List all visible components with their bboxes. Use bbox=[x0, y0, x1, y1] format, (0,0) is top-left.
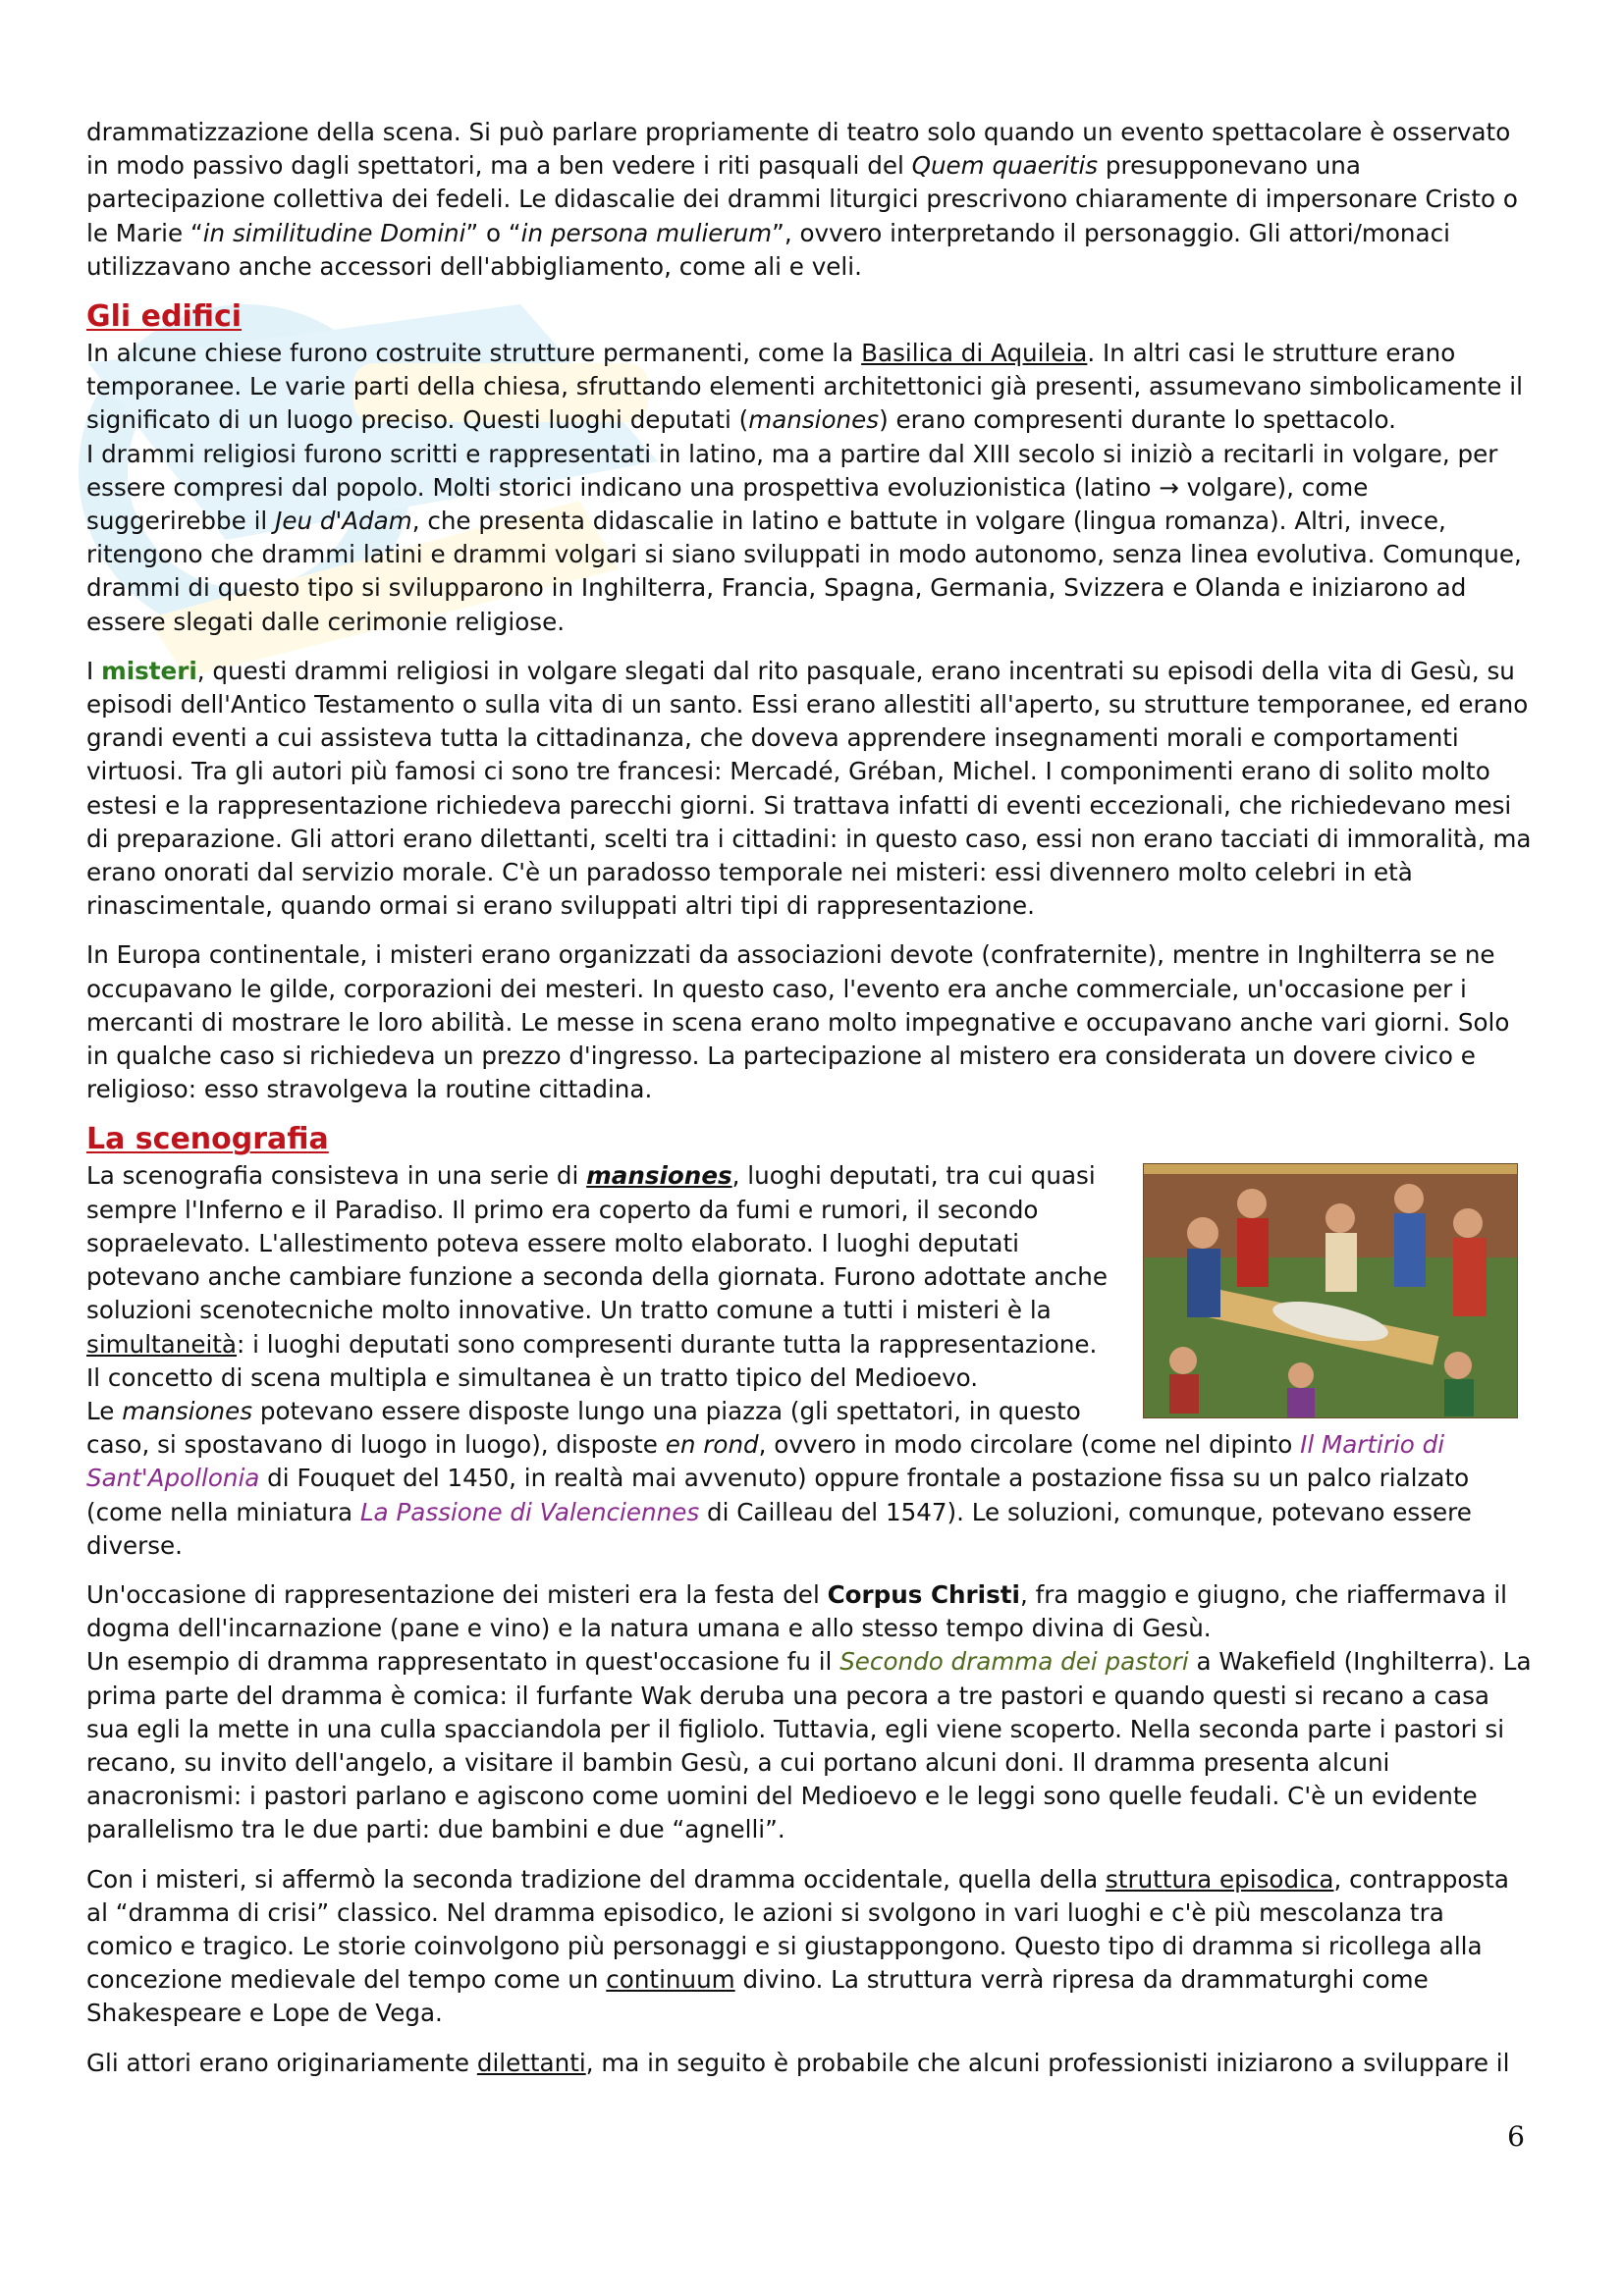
europa-paragraph: In Europa continentale, i misteri erano organizzati da associazioni devote (confraternite), mentre in Inghilterra se ne occupavano le gilde, corporazioni dei mesteri. In questo caso, l'evento era anche commerciale, un'occasione per i mercanti di mostrare le loro abilità. Le messe in scena erano molto impegnative e occupavano anche vari giorni. Solo in qualche caso si richiedeva un prezzo d'ingresso. La partecipazione al mistero era considerata un dovere civico e religioso: esso stravolgeva la routine cittadina. bbox=[86, 940, 1510, 1104]
page-number: 6 bbox=[1507, 2120, 1525, 2153]
link-simultaneita[interactable]: simultaneità bbox=[86, 1329, 238, 1359]
edifici-paragraph-2: I drammi religiosi furono scritti e rappresentati in latino, ma a partire dal XIII secolo si iniziò a recitarli in volgare, per essere compresi dal popolo. Molti storici indicano una prospettiva evoluzionistica (latino → volgare), come suggerirebbe il Jeu d'Adam, che presenta didascalie in latino e battute in volgare (lingua romanza). Altri, invece, ritengono che drammi latini e drammi volgari si siano sviluppati in modo autonomo, senza linea evolutiva. Comunque, drammi di questo tipo si svilupparono in Inghilterra, Francia, Spagna, Germania, Svizzera e Olanda e iniziarono ad essere slegati dalle cerimonie religiose. bbox=[86, 439, 1522, 636]
document-page bbox=[86, 116, 1532, 2096]
link-dilettanti[interactable]: dilettanti bbox=[476, 2048, 586, 2077]
struttura-episodica-paragraph: Con i misteri, si affermò la seconda tradizione del dramma occidentale, quella della struttura episodica, contrapposta al “dramma di crisi” classico. Nel dramma episodico, le azioni si svolgono in vari luoghi e c'è più mescolanza tra comico e tragico. Le storie coinvolgono più personaggi e si giustappongono. Questo tipo di dramma si ricollega alla concezione medievale del tempo come un continuum divino. La struttura verrà ripresa da drammaturghi come Shakespeare e Lope de Vega. bbox=[86, 1864, 1509, 2028]
edifici-paragraph-1: In alcune chiese furono costruite strutture permanenti, come la Basilica di Aquileia. In altri casi le strutture erano temporanee. Le varie parti della chiesa, sfruttando elementi architettonici già presenti, assumevano simbolicamente il significato di un luogo preciso. Questi luoghi deputati (mansiones) erano compresenti durante lo spettacolo. bbox=[86, 339, 1523, 435]
heading-la-scenografia: La scenografia bbox=[86, 1122, 329, 1157]
link-continuum[interactable]: continuum bbox=[606, 1965, 735, 1995]
painting-martyrdom-image bbox=[1143, 1163, 1518, 1418]
misteri-paragraph: I misteri, questi drammi religiosi in volgare slegati dal rito pasquale, erano incentrati su episodi della vita di Gesù, su episodi dell'Antico Testamento o sulla vita di un santo. Essi erano allestiti all'aperto, su strutture temporanee, ed erano grandi eventi a cui assisteva tutta la cittadinanza, che doveva apprendere insegnamenti morali e comportamenti virtuosi. Tra gli autori più famosi ci sono tre francesi: Mercadé, Gréban, Michel. I componimenti erano di solito molto estesi e la rappresentazione richiedeva parecchi giorni. Si trattava infatti di eventi eccezionali, che richiedevano mesi di preparazione. Gli attori erano dilettanti, scelti tra i cittadini: in questo caso, essi non erano tacciati di immoralità, ma erano onorati dal servizio morale. C'è un paradosso temporale nei misteri: essi divennero molto celebri in età rinascimentale, quando ormai si erano sviluppati altri tipi di rappresentazione. bbox=[86, 656, 1532, 921]
scenografia-paragraph: La scenografia consisteva in una serie di mansiones, luoghi deputati, tra cui quasi sempre l'Inferno e il Paradiso. Il primo era coperto da fumi e rumori, il secondo sopraelevato. L'allestimento poteva essere molto elaborato. I luoghi deputati potevano anche cambiare funzione a seconda della giornata. Furono adottate anche soluzioni scenotecniche molto innovative. Un tratto comune a tutti i misteri è la simultaneità: i luoghi deputati sono compresenti durante tutta la rappresentazione. Il concetto di scena multipla e simultanea è un tratto tipico del Medioevo. Le mansiones potevano essere disposte lungo una piazza (gli spettatori, in questo caso, si spostavano di luogo in luogo), disposte en rond, ovvero in modo circolare (come nel dipinto Il Martirio di Sant'Apollonia di Fouquet del 1450, in realtà mai avvenuto) oppure frontale a postazione fissa su un palco rialzato (come nella miniatura La Passione di Valenciennes di Cailleau del 1547). Le soluzioni, comunque, potevano essere diverse. bbox=[86, 1161, 1472, 1560]
link-struttura-episodica[interactable]: struttura episodica bbox=[1106, 1864, 1334, 1894]
corpus-christi-paragraph: Un'occasione di rappresentazione dei misteri era la festa del Corpus Christi, fra maggio e giugno, che riaffermava il dogma dell'incarnazione (pane e vino) e la natura umana e allo stesso tempo divina di Gesù. Un esempio di dramma rappresentato in quest'occasione fu il Secondo dramma dei pastori a Wakefield (Inghilterra). La prima parte del dramma è comica: il furfante Wak deruba una pecora a tre pastori e quando questi si recano a casa sua egli la mette in una culla spacciandola per il figliolo. Tuttavia, egli viene scoperto. Nella seconda parte i pastori si recano, su invito dell'angelo, a visitare il bambin Gesù, a cui portano alcuni doni. Il dramma presenta alcuni anacronismi: i pastori parlano e agiscono come uomini del Medioevo e le leggi sono quelle feudali. C'è un evidente parallelismo tra le due parti: due bambini e due “agnelli”. bbox=[86, 1579, 1532, 1844]
link-basilica-aquileia[interactable]: Basilica di Aquileia bbox=[861, 339, 1088, 368]
attori-paragraph: Gli attori erano originariamente dilettanti, ma in seguito è probabile che alcuni professionisti iniziarono a sviluppare il bbox=[86, 2048, 1510, 2077]
heading-gli-edifici: Gli edifici bbox=[86, 299, 243, 335]
intro-paragraph: drammatizzazione della scena. Si può parlare propriamente di teatro solo quando un evento spettacolare è osservato in modo passivo dagli spettatori, ma a ben vedere i riti pasquali del Quem quaeritis presupponevano una partecipazione collettiva dei fedeli. Le didascalie dei drammi liturgici prescrivono chiaramente di impersonare Cristo o le Marie “in similitudine Domini” o “in persona mulierum”, ovvero interpretando il personaggio. Gli attori/monaci utilizzavano anche accessori dell'abbigliamento, come ali e veli. bbox=[86, 118, 1518, 281]
